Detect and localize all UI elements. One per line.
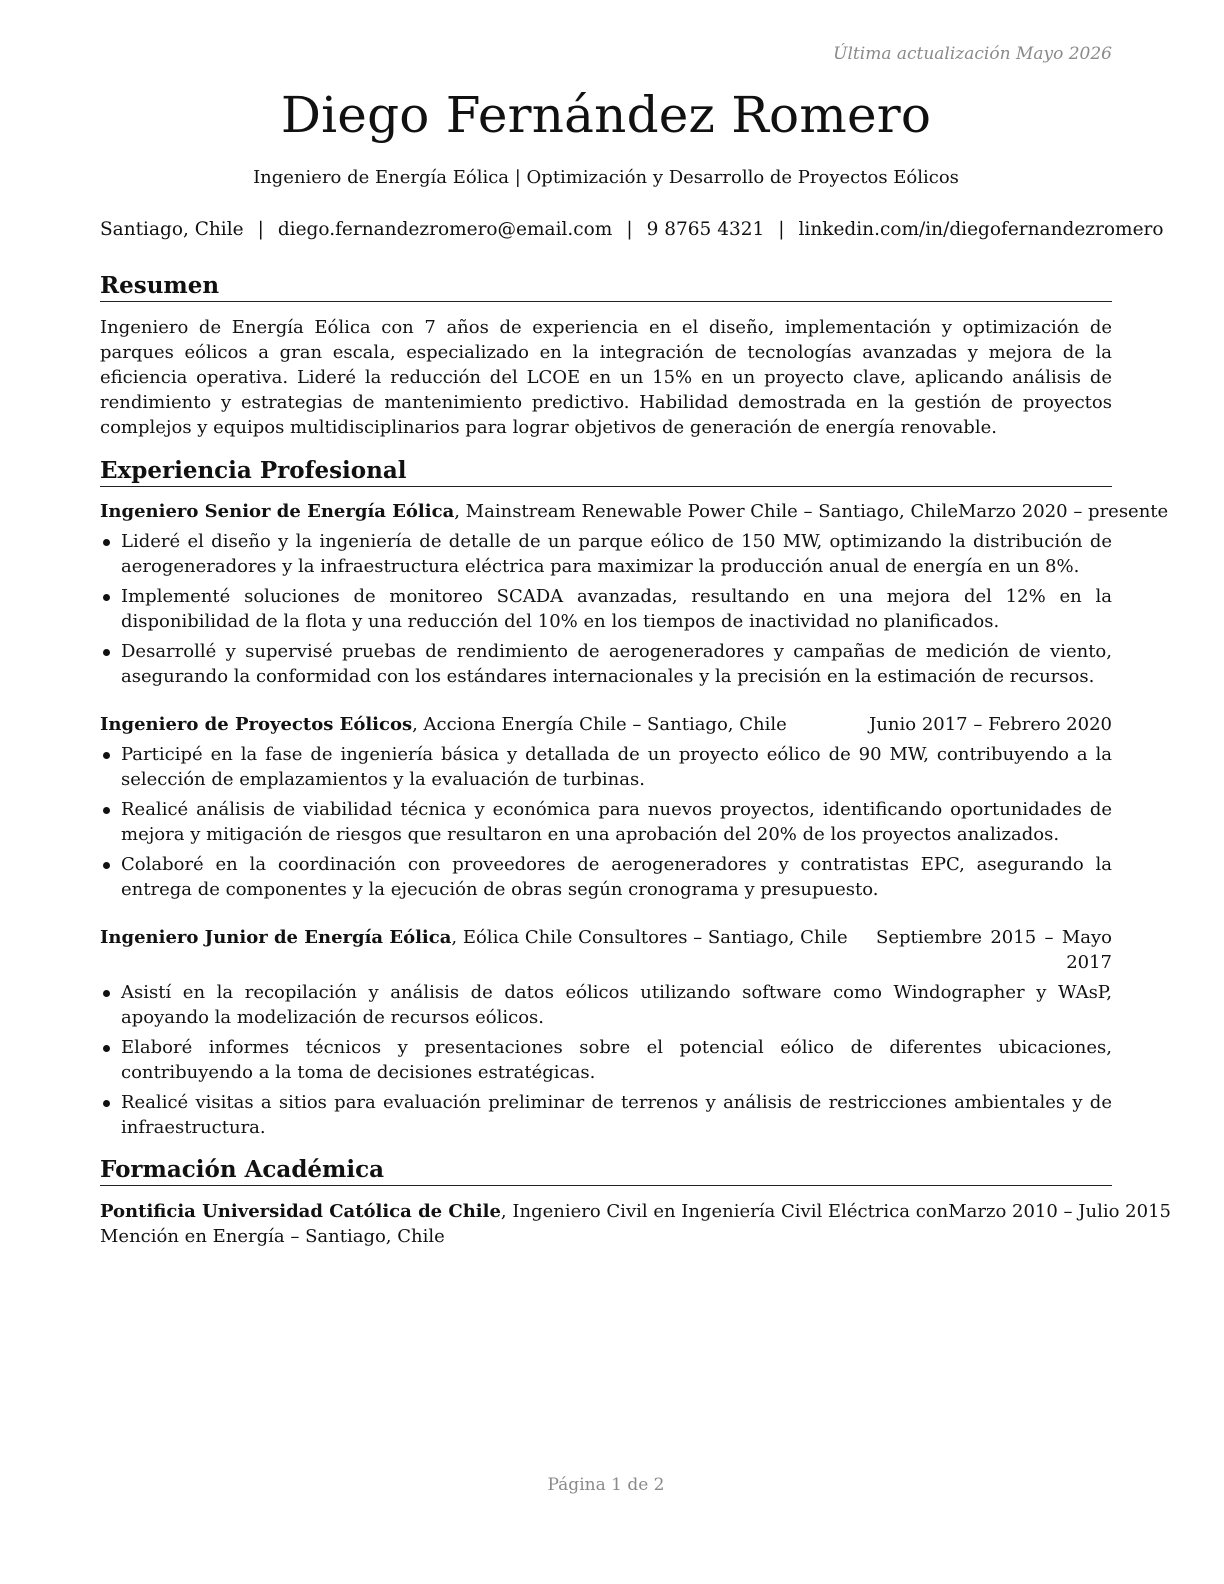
- job-org: , Mainstream Renewable Power Chile – Santiago, Chile: [454, 501, 958, 522]
- list-item: [100, 584, 1112, 634]
- summary-text: Ingeniero de Energía Eólica con 7 años de experiencia en el diseño, implementación y optimización de parques eólicos a gran escala, especializado en la integración de tecnologías avanzadas y mejora de la eficiencia operativa. Lideré la reducción del LCOE en un 15% en un proyecto clave, aplicando análisis de rendimiento y estrategias de mantenimiento predictivo. Habilidad demostrada en la gestión de proyectos complejos y equipos multidisciplinarios para lograr objetivos de generación de energía renovable.: [100, 317, 1112, 438]
- bullet-icon: [103, 594, 110, 601]
- education-institution: Pontificia Universidad Católica de Chile: [100, 1201, 501, 1222]
- job-header: [100, 925, 1112, 975]
- bullet-icon: [103, 990, 110, 997]
- bullet-icon: [103, 539, 110, 546]
- job-bullets: [100, 529, 1112, 694]
- bullet-icon: [103, 1045, 110, 1052]
- list-item: [100, 529, 1112, 579]
- contact-location: Santiago, Chile: [100, 219, 244, 240]
- tagline: Ingeniero de Energía Eólica | Optimización y Desarrollo de Proyectos Eólicos: [253, 167, 959, 188]
- bullet-text: Colaboré en la coordinación con proveedores de aerogeneradores y contratistas EPC, asegurando la entrega de componentes y la ejecución de obras según cronograma y presupuesto.: [121, 854, 1112, 900]
- contact-separator: |: [626, 219, 633, 240]
- job-header: [100, 499, 1169, 524]
- job-dates: Marzo 2020 – presente: [957, 501, 1169, 522]
- contact-linkedin[interactable]: linkedin.com/in/diegofernandezromero: [798, 219, 1164, 240]
- candidate-name: Diego Fernández Romero: [280, 86, 932, 144]
- resume-page: [100, 0, 1171, 1584]
- list-item: [100, 797, 1112, 847]
- bullet-icon: [103, 862, 110, 869]
- list-item: [100, 639, 1112, 689]
- bullet-text: Desarrollé y supervisé pruebas de rendimiento de aerogeneradores y campañas de medición de viento, asegurando la conformidad con los estándares internacionales y la precisión en la estimación de recursos.: [121, 641, 1112, 687]
- job-org: , Acciona Energía Chile – Santiago, Chile: [412, 714, 787, 735]
- bullet-icon: [103, 752, 110, 759]
- job-bullets: [100, 980, 1112, 1145]
- bullet-icon: [103, 807, 110, 814]
- bullet-text: Realicé análisis de viabilidad técnica y económica para nuevos proyectos, identificando oportunidades de mejora y mitigación de riesgos que resultaron en una aprobación del 20% de los proyectos analizados.: [121, 799, 1112, 845]
- bullet-text: Participé en la fase de ingeniería básica y detallada de un proyecto eólico de 90 MW, contribuyendo a la selección de emplazamientos y la evaluación de turbinas.: [121, 744, 1112, 790]
- list-item: [100, 980, 1112, 1030]
- list-item: [100, 1035, 1112, 1085]
- job-role: Ingeniero Junior de Energía Eólica: [100, 927, 452, 948]
- job-role: Ingeniero Senior de Energía Eólica: [100, 501, 455, 522]
- contact-separator: |: [257, 219, 264, 240]
- job-role: Ingeniero de Proyectos Eólicos: [100, 714, 413, 735]
- bullet-text: Lideré el diseño y la ingeniería de detalle de un parque eólico de 150 MW, optimizando la distribución de aerogeneradores y la infraestructura eléctrica para maximizar la producción anual de energía en un 8%.: [121, 531, 1112, 577]
- list-item: [100, 852, 1112, 902]
- summary-heading: Resumen: [100, 272, 1112, 302]
- education-degree-continued: [100, 1224, 1112, 1249]
- bullet-text: Asistí en la recopilación y análisis de datos eólicos utilizando software como Windographer y WAsP, apoyando la modelización de recursos eólicos.: [121, 982, 1112, 1028]
- job-dates: Septiembre 2015 – Mayo 2017: [876, 927, 1112, 973]
- job-dates: Junio 2017 – Febrero 2020: [869, 714, 1112, 735]
- education-degree-line2: Mención en Energía – Santiago, Chile: [100, 1226, 445, 1247]
- education-dates: Marzo 2010 – Julio 2015: [948, 1201, 1171, 1222]
- job-bullets: [100, 742, 1112, 907]
- bullet-icon: [103, 649, 110, 656]
- bullet-icon: [103, 1100, 110, 1107]
- bullet-text: Realicé visitas a sitios para evaluación preliminar de terrenos y análisis de restricciones ambientales y de infraestructura.: [121, 1092, 1112, 1138]
- experience-heading: Experiencia Profesional: [100, 457, 1112, 487]
- education-heading: Formación Académica: [100, 1156, 1112, 1186]
- education-entry: [100, 1199, 1171, 1224]
- last-updated: Última actualización Mayo 2026: [833, 44, 1112, 64]
- contact-email[interactable]: diego.fernandezromero@email.com: [277, 219, 613, 240]
- contact-phone: 9 8765 4321: [646, 219, 765, 240]
- education-degree: , Ingeniero Civil en Ingeniería Civil Eléctrica con: [500, 1201, 949, 1222]
- job-org: , Eólica Chile Consultores – Santiago, Chile: [451, 927, 848, 948]
- contact-separator: |: [778, 219, 785, 240]
- bullet-text: Implementé soluciones de monitoreo SCADA avanzadas, resultando en una mejora del 12% en la disponibilidad de la flota y una reducción del 10% en los tiempos de inactividad no planificados.: [121, 586, 1112, 632]
- job-header: [100, 712, 1112, 737]
- list-item: [100, 1090, 1112, 1140]
- bullet-text: Elaboré informes técnicos y presentaciones sobre el potencial eólico de diferentes ubicaciones, contribuyendo a la toma de decisiones estratégicas.: [121, 1037, 1112, 1083]
- page-number: Página 1 de 2: [547, 1475, 665, 1495]
- list-item: [100, 742, 1112, 792]
- contact-line: [100, 219, 1164, 240]
